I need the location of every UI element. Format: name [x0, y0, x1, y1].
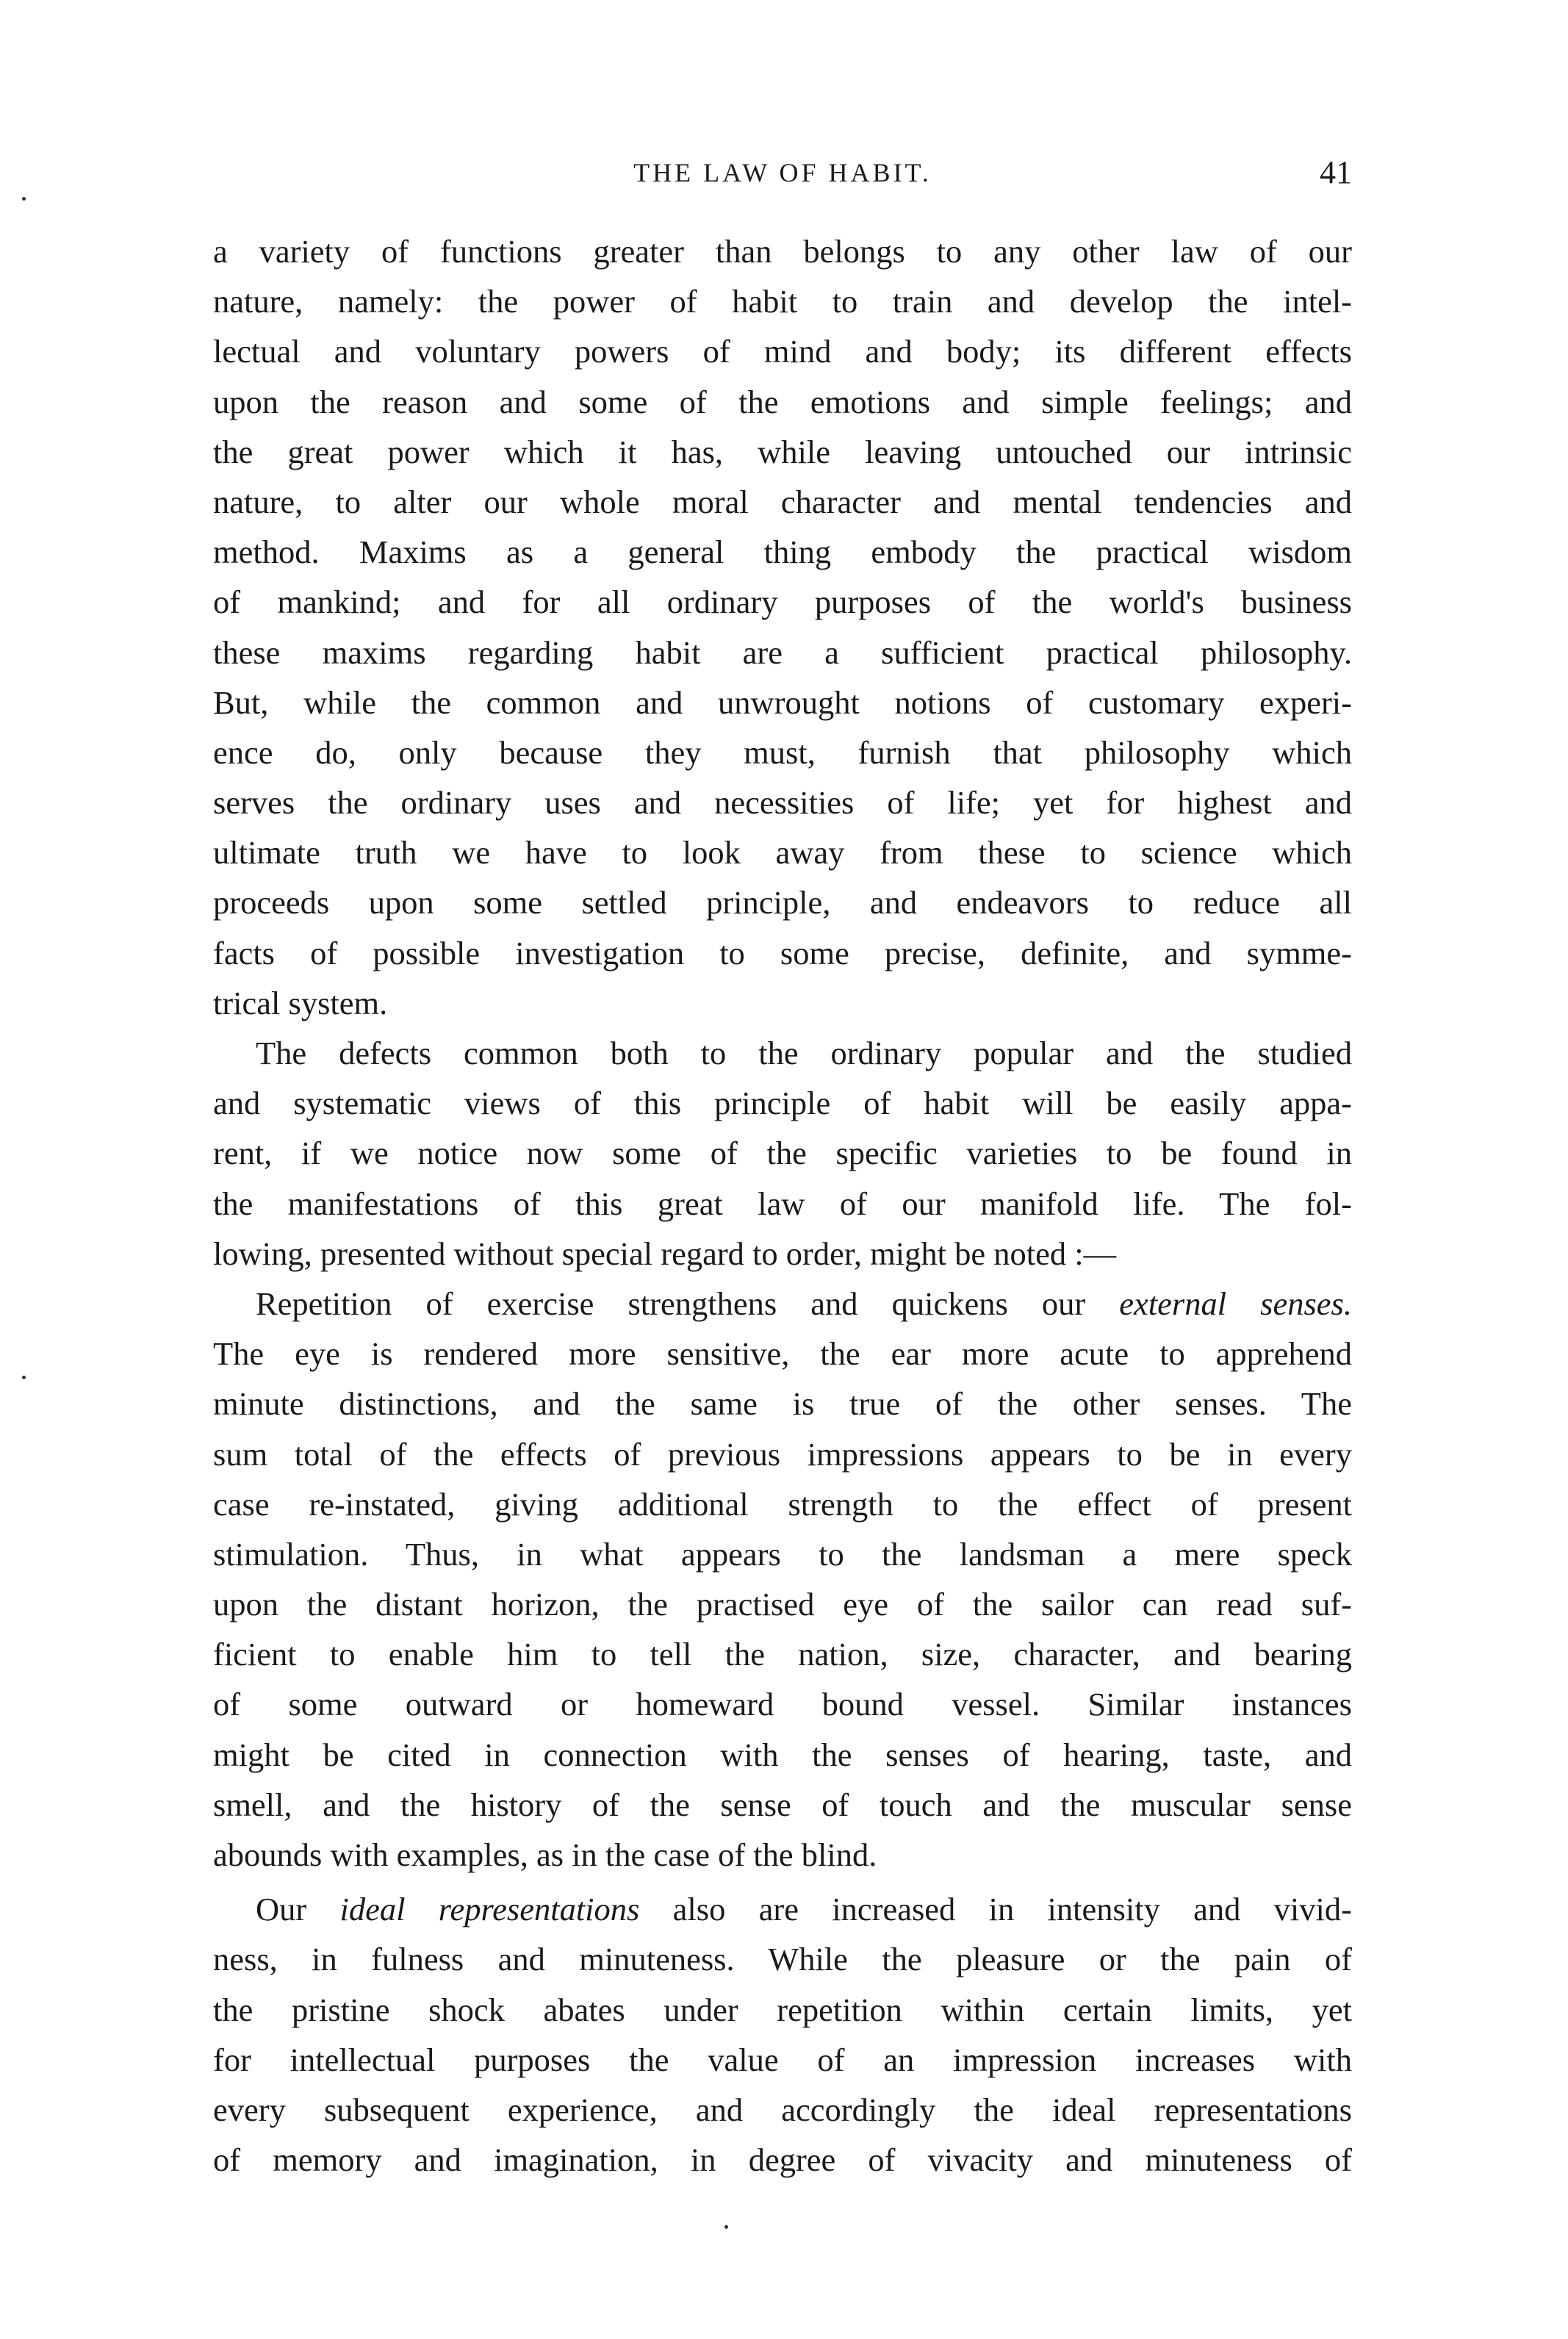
text-line: abounds with examples, as in the case of the blind. [213, 1836, 877, 1873]
text-line: nature, to alter our whole moral character and mental tendencies and [213, 483, 1352, 520]
page-number: 41 [1320, 154, 1352, 190]
text-line: the great power which it has, while leaving untouched our intrinsic [213, 433, 1352, 470]
text-line: minute distinctions, and the same is true of the other senses. The [213, 1385, 1352, 1423]
paragraph-2 [213, 1028, 1352, 1279]
text-line: for intellectual purposes the value of an impression increases with [213, 2041, 1352, 2078]
paragraph-4 [213, 1884, 1352, 2185]
text-line: stimulation. Thus, in what appears to the landsman a mere speck [213, 1535, 1352, 1573]
text-line: method. Maxims as a general thing embody the practical wisdom [213, 533, 1352, 571]
running-head: THE LAW OF HABIT. [633, 158, 932, 187]
text-line: proceeds upon some settled principle, and endeavors to reduce all [213, 884, 1352, 921]
paragraph-3 [213, 1279, 1352, 1880]
text-line: serves the ordinary uses and necessities of life; yet for highest and [213, 784, 1352, 822]
text-line: might be cited in connection with the senses of hearing, taste, and [213, 1736, 1352, 1773]
text-line: lowing, presented without special regard to order, might be noted :— [213, 1235, 1117, 1272]
text-line: upon the reason and some of the emotions and simple feelings; and [213, 383, 1352, 420]
scan-speck [22, 1376, 26, 1379]
text-line: of mankind; and for all ordinary purposes of the world's business [213, 583, 1352, 621]
text-line [213, 1279, 1352, 1329]
text-line: But, while the common and unwrought notions of customary experi- [213, 683, 1352, 721]
text-line: The eye is rendered more sensitive, the ear more acute to apprehend [213, 1335, 1352, 1373]
text-line: and systematic views of this principle of habit will be easily appa- [213, 1085, 1352, 1122]
text-run: Our [256, 1891, 340, 1928]
paragraph-1 [213, 226, 1352, 1028]
italic-term: ideal representations [339, 1891, 640, 1928]
text-line: sum total of the effects of previous impressions appears to be in every [213, 1435, 1352, 1473]
text-line: smell, and the history of the sense of touch and the muscular sense [213, 1786, 1352, 1823]
text-line: ence do, only because they must, furnish that philosophy which [213, 733, 1352, 771]
text-line: upon the distant horizon, the practised eye of the sailor can read suf- [213, 1586, 1352, 1623]
text-line: trical system. [213, 984, 388, 1021]
body-text [213, 226, 1352, 2185]
text-line: the pristine shock abates under repetition within certain limits, yet [213, 1991, 1352, 2028]
text-line: a variety of functions greater than belongs to any other law of our [213, 233, 1352, 270]
text-line: nature, namely: the power of habit to train and develop the intel- [213, 283, 1352, 320]
text-line: The defects common both to the ordinary popular and the studied [256, 1035, 1352, 1071]
text-line: ficient to enable him to tell the nation, size, character, and bearing [213, 1636, 1352, 1673]
text-line: rent, if we notice now some of the specific varieties to be found in [213, 1135, 1352, 1172]
italic-term: external senses. [1119, 1285, 1352, 1322]
text-line: ultimate truth we have to look away from these to science which [213, 834, 1352, 872]
scan-speck [22, 197, 26, 201]
text-line: of some outward or homeward bound vessel. Similar instances [213, 1686, 1352, 1723]
text-line: of memory and imagination, in degree of vivacity and minuteness of [213, 2141, 1352, 2179]
text-line: case re-instated, giving additional strength to the effect of present [213, 1485, 1352, 1523]
text-line: lectual and voluntary powers of mind and body; its different effects [213, 333, 1352, 370]
page-header [213, 151, 1352, 195]
text-line [213, 1884, 1352, 1934]
text-line: facts of possible investigation to some precise, definite, and symme- [213, 934, 1352, 971]
scan-speck [724, 2225, 728, 2229]
text-line: these maxims regarding habit are a sufficient practical philosophy. [213, 633, 1352, 671]
text-line: every subsequent experience, and accordingly the ideal representations [213, 2091, 1352, 2128]
text-run: also are increased in intensity and vivid- [639, 1891, 1352, 1928]
text-run: Repetition of exercise strengthens and quickens our [256, 1285, 1120, 1322]
text-line: the manifestations of this great law of our manifold life. The fol- [213, 1185, 1352, 1222]
text-line: ness, in fulness and minuteness. While the pleasure or the pain of [213, 1941, 1352, 1978]
